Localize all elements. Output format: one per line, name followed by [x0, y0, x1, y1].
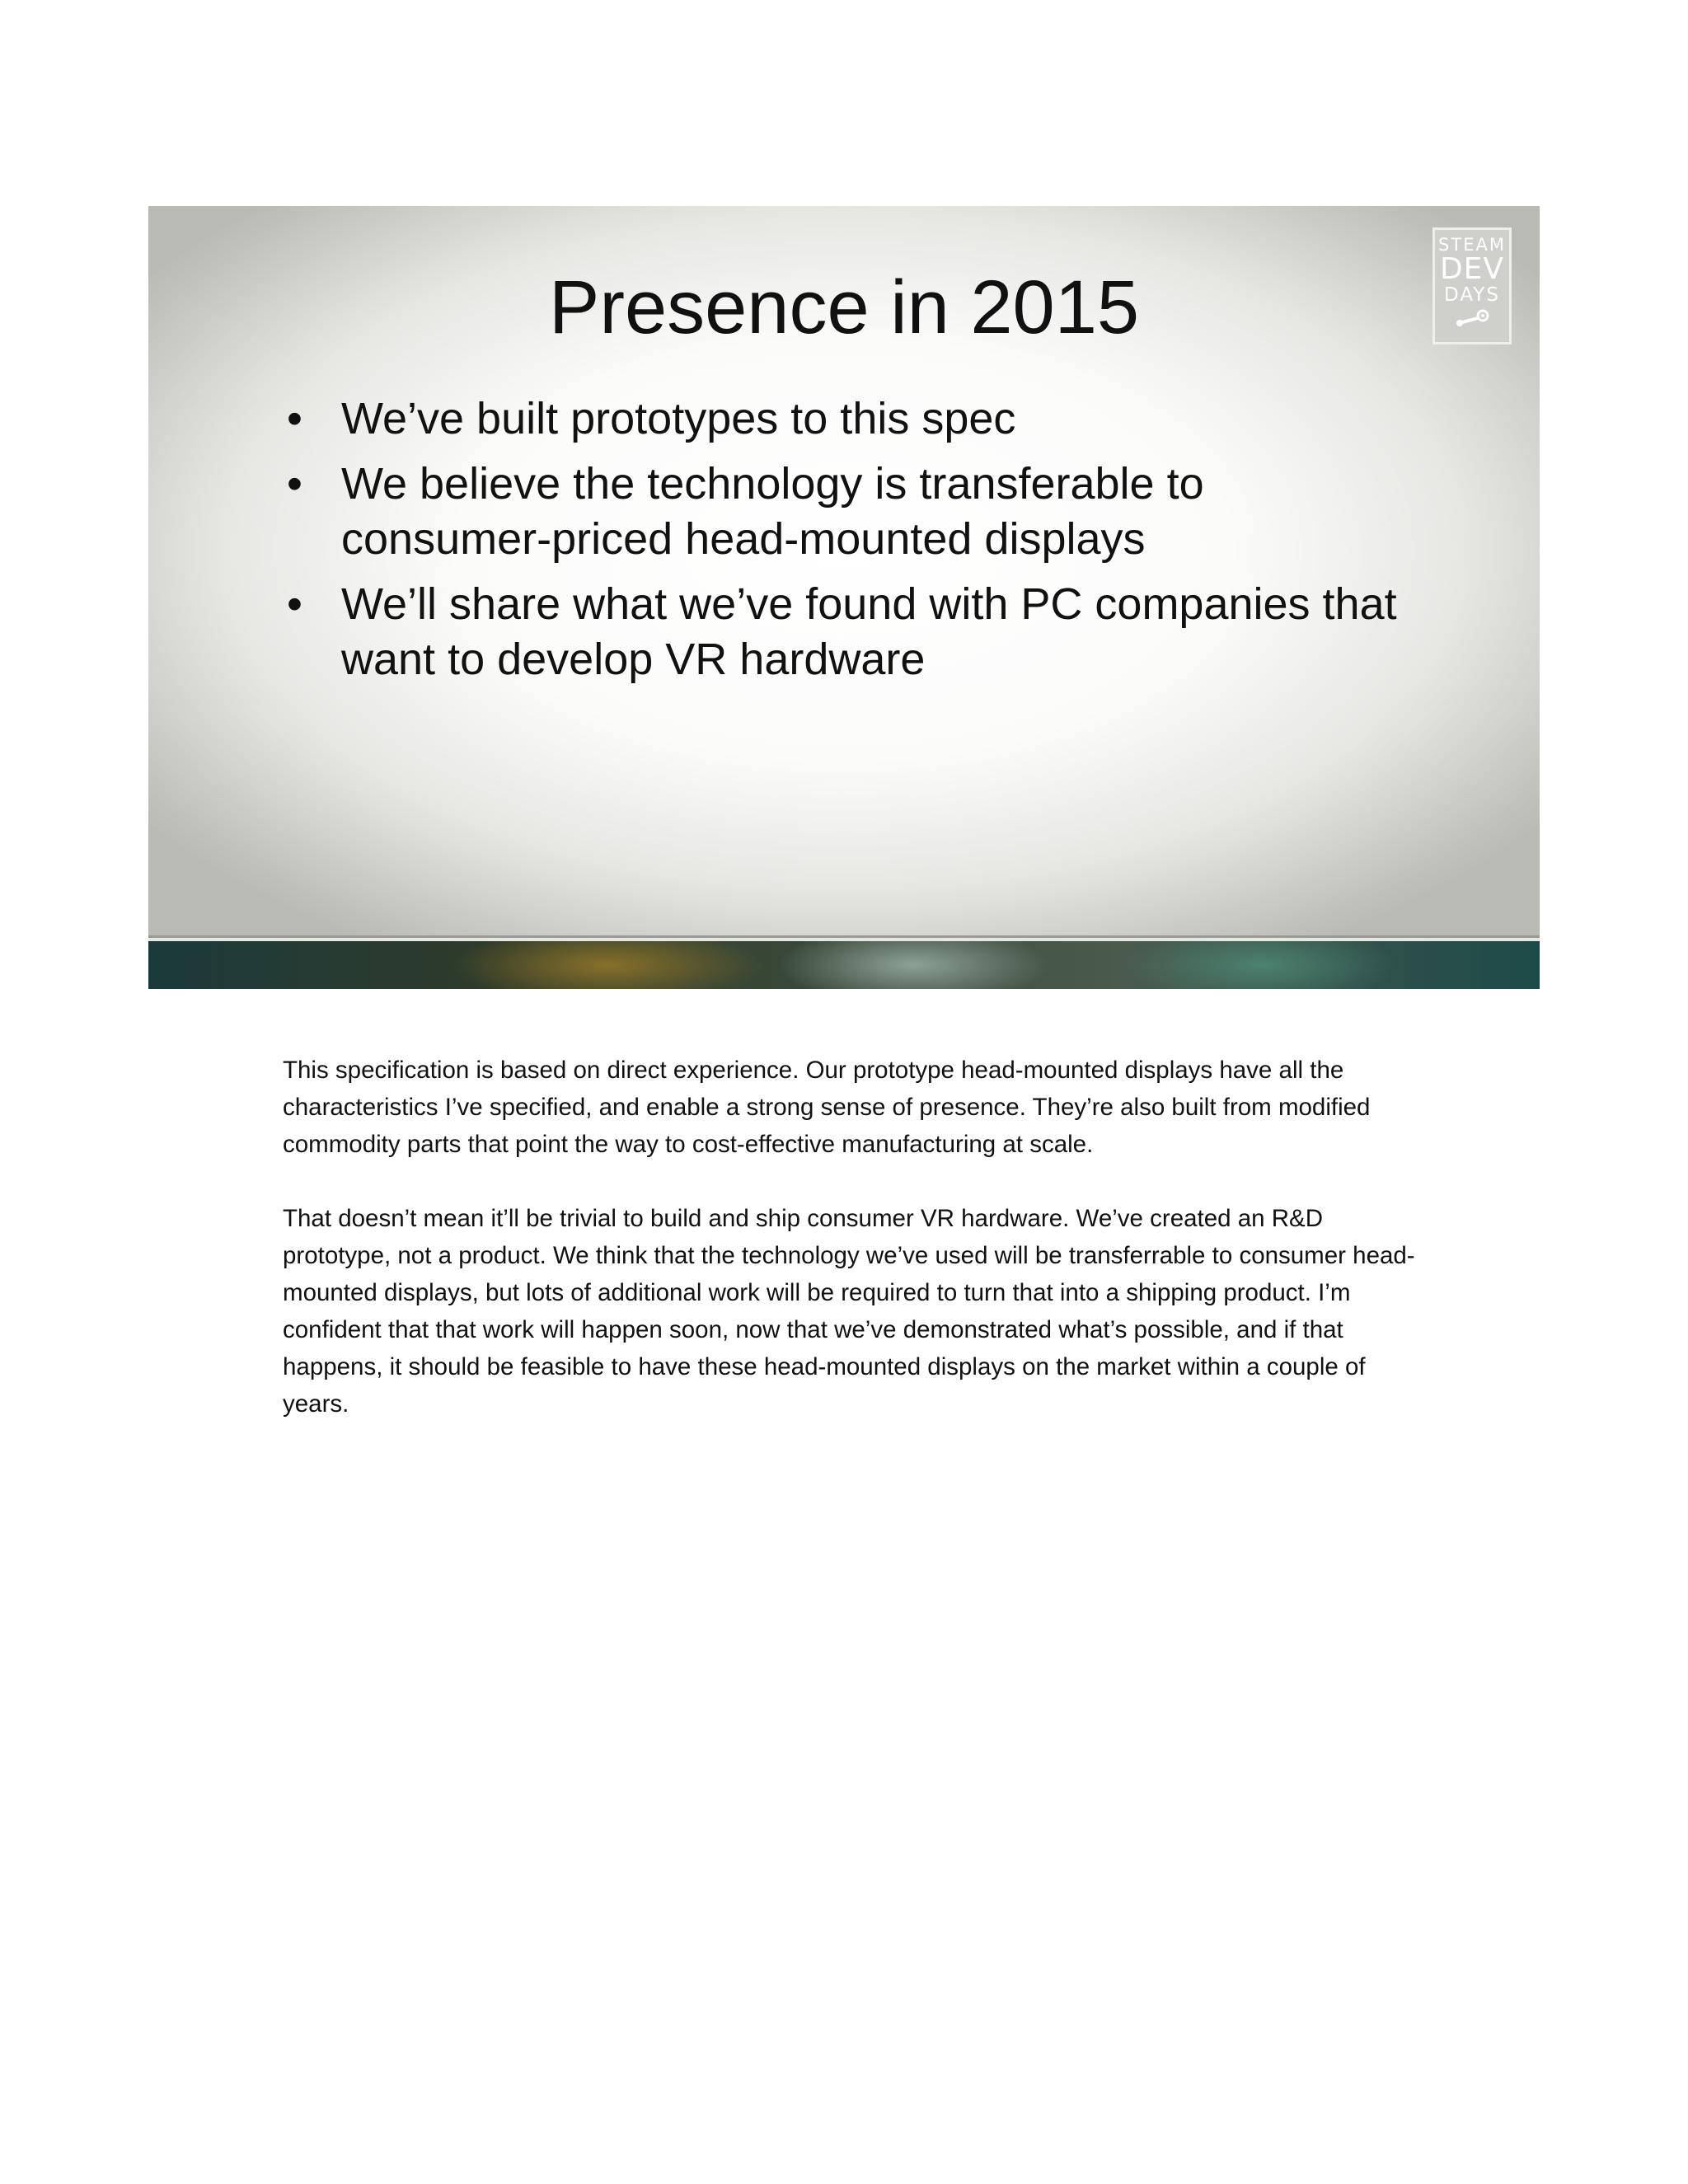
logo-line-days: DAYS	[1444, 284, 1500, 306]
slide-footer-band	[148, 941, 1540, 989]
steam-icon	[1451, 309, 1493, 327]
logo-line-dev: DEV	[1439, 252, 1505, 286]
bullet-marker: •	[287, 394, 302, 443]
logo-line-steam: STEAM	[1438, 235, 1506, 255]
steam-dev-days-logo	[1432, 227, 1512, 344]
slide-bullet-list	[287, 391, 1408, 697]
slide-title: Presence in 2015	[548, 265, 1140, 349]
slide-bullet	[287, 457, 1408, 567]
notes-paragraph: This specification is based on direct experience. Our prototype head-mounted displays have all the characteristics I’ve specified, and enable a strong sense of presence. They’re also built from modified commodity parts that point the way to cost-effective manufacturing at scale.	[283, 1057, 1371, 1158]
bullet-marker: •	[287, 459, 302, 509]
slide-bullet	[287, 577, 1408, 687]
bullet-text: We’ve built prototypes to this spec	[341, 394, 1016, 443]
bullet-text: We believe the technology is transferable to consumer-priced head-mounted displays	[341, 459, 1204, 564]
notes-text	[283, 1052, 1424, 1460]
slide-bullet	[287, 391, 1408, 447]
notes-paragraph: That doesn’t mean it’ll be trivial to build and ship consumer VR hardware. We’ve created an R&D prototype, not a product. We think that the technology we’ve used will be transferrable to consumer head-mounted displays, but lots of additional work will be required to turn that into a shipping product. I’m confident that that work will happen soon, now that we’ve demonstrated what’s possible, and if that happens, it should be feasible to have these head-mounted displays on the market within a couple of years.	[283, 1205, 1415, 1418]
bullet-text: We’ll share what we’ve found with PC companies that want to develop VR hardware	[341, 579, 1397, 684]
slide-image	[148, 206, 1540, 989]
bullet-marker: •	[287, 579, 302, 629]
